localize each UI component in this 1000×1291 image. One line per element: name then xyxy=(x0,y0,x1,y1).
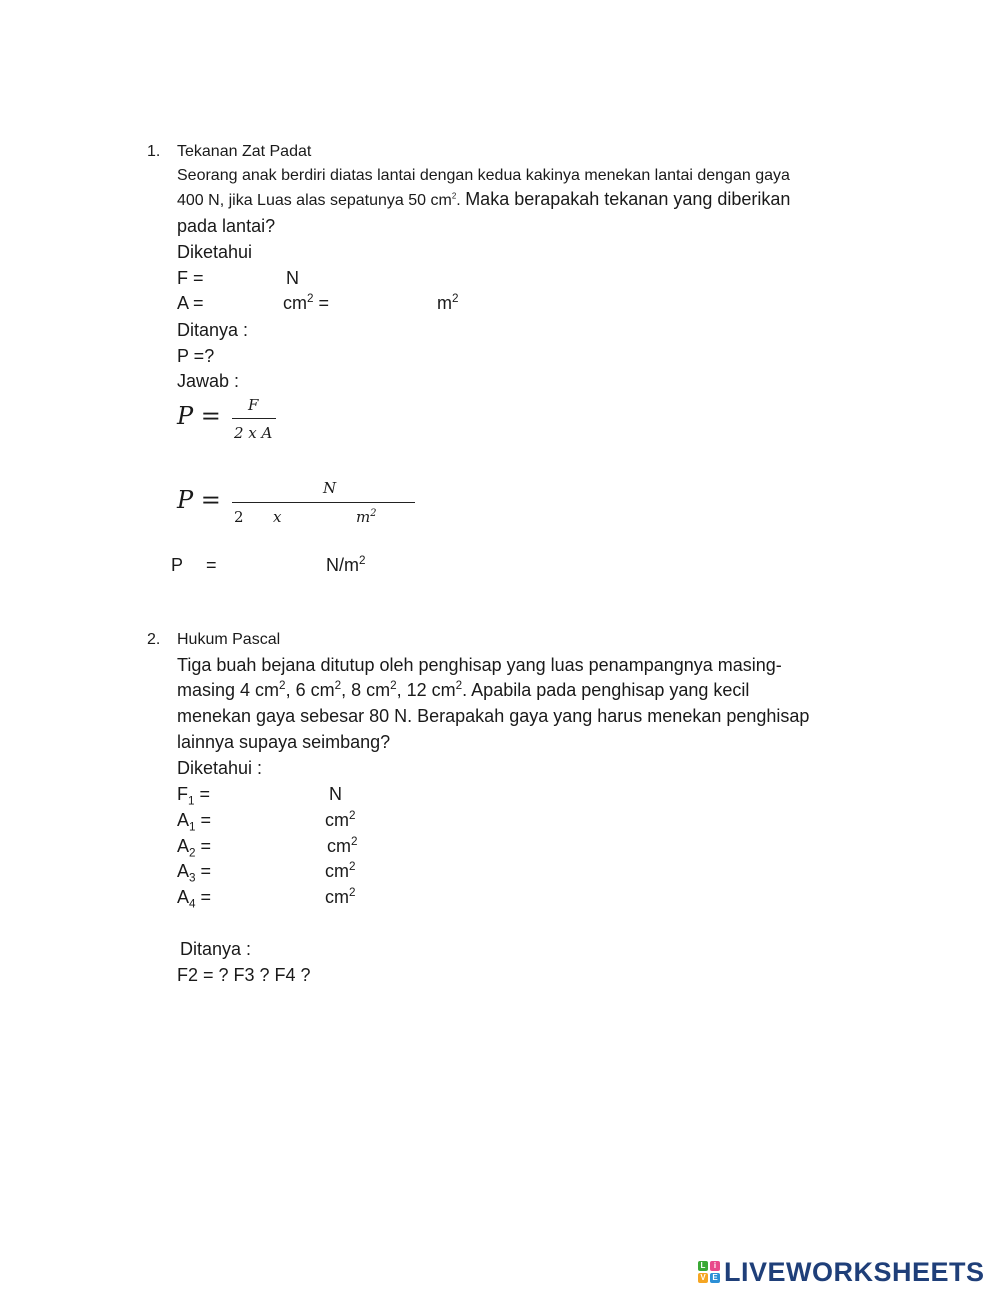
q1-text-line2-dot: . xyxy=(456,192,461,209)
q1-text-line2 xyxy=(177,189,790,210)
q1-formula2-num: N xyxy=(323,479,337,497)
q2-a4-unit: $cm^2$ xyxy=(325,886,356,907)
q1-number: 1. xyxy=(147,143,161,160)
q1-p-ask: P =? xyxy=(177,346,215,366)
q2-a4-input[interactable] xyxy=(220,887,322,909)
q2-a1-unit: $cm^2$ xyxy=(325,809,356,830)
q1-text-line3: pada lantai? xyxy=(177,216,276,236)
q1-a-m: $m^2$ xyxy=(437,292,459,313)
q2-a4-label: $A_4$ = xyxy=(177,887,212,911)
q1-formula2-den-m: $m^2$ xyxy=(356,508,377,526)
q1-result-eq: = xyxy=(206,555,217,575)
logo-letter-l: L xyxy=(698,1261,708,1271)
q2-f1-unit: N xyxy=(329,784,342,804)
q1-formula2-bar xyxy=(232,502,415,503)
q1-f-label: F = xyxy=(177,268,204,288)
q1-a-cm-input[interactable] xyxy=(212,293,280,315)
q1-result-p: P xyxy=(171,555,184,575)
q2-a1-input[interactable] xyxy=(220,810,322,832)
q1-formula2-num-input[interactable] xyxy=(240,478,320,500)
q2-ask: F2 = ? F3 ? F4 ? xyxy=(177,965,311,985)
q1-a-cm: $cm^2$ = xyxy=(283,292,330,313)
q2-line2: masing 4 $cm^2$, 6 $cm^2$, 8 $cm^2$, 12 $cm^2$. Apabila pada penghisap yang kecil xyxy=(177,679,750,700)
q2-f1-input[interactable] xyxy=(220,784,324,806)
q1-text-line2-sup: 2 xyxy=(451,191,457,201)
q1-formula1-num: F xyxy=(248,396,259,414)
q2-title: Hukum Pascal xyxy=(177,631,281,648)
q2-a1-label: $A_1$ = xyxy=(177,810,212,834)
q1-title: Tekanan Zat Padat xyxy=(177,143,312,160)
q1-f-input[interactable] xyxy=(212,268,282,290)
q1-ditanya: Ditanya : xyxy=(177,320,249,340)
q1-text-line2-small: 400 N, jika Luas alas sepatunya 50 cm xyxy=(177,192,452,209)
q1-result-input[interactable] xyxy=(228,555,324,577)
q1-text-line1: Seorang anak berdiri diatas lantai dengan kedua kakinya menekan lantai dengan gaya xyxy=(177,167,790,184)
q1-formula2-den-2: 2 xyxy=(234,508,244,526)
q2-a2-label: $A_2$ = xyxy=(177,836,212,860)
q1-a-m-input[interactable] xyxy=(340,293,434,315)
logo-letter-e: E xyxy=(710,1273,720,1283)
q1-f-unit: N xyxy=(286,268,299,288)
liveworksheets-logo-icon xyxy=(698,1261,720,1283)
q2-diketahui: Diketahui : xyxy=(177,758,263,778)
q1-a-label: A = xyxy=(177,293,204,313)
q2-line3: menekan gaya sebesar 80 N. Berapakah gaya yang harus menekan penghisap xyxy=(177,706,810,726)
q1-result-unit: $N/m^2$ xyxy=(326,554,366,575)
q2-line1: Tiga buah bejana ditutup oleh penghisap yang luas penampangnya masing- xyxy=(177,655,782,675)
q2-ditanya: Ditanya : xyxy=(180,939,252,959)
q1-text-line2-large: Maka berapakah tekanan yang diberikan xyxy=(465,189,791,209)
q1-jawab: Jawab : xyxy=(177,371,240,391)
q2-f1-label: $F_1$ = xyxy=(177,784,211,808)
logo-letter-v: V xyxy=(698,1273,708,1283)
q2-a3-label: $A_3$ = xyxy=(177,861,212,885)
q1-diketahui: Diketahui xyxy=(177,242,253,262)
q1-formula1-lhs: P = xyxy=(177,402,221,430)
q2-a3-input[interactable] xyxy=(220,861,322,883)
q1-formula1-bar xyxy=(232,418,276,419)
q2-a3-unit: $cm^2$ xyxy=(325,860,356,881)
liveworksheets-logo-text: LIVEWORKSHEETS xyxy=(724,1256,985,1287)
q2-a2-input[interactable] xyxy=(220,836,324,858)
logo-letter-i: i xyxy=(710,1261,720,1271)
liveworksheets-logo xyxy=(698,1257,985,1287)
q2-number: 2. xyxy=(147,631,161,648)
q1-formula1-den: 2 x A xyxy=(234,424,273,442)
q1-formula2-lhs: P = xyxy=(177,486,221,514)
q2-a2-unit: $cm^2$ xyxy=(327,835,358,856)
q2-line4: lainnya supaya seimbang? xyxy=(177,732,391,752)
q1-formula2-den-input[interactable] xyxy=(290,506,354,528)
q1-formula2-den-x: x xyxy=(273,508,282,526)
